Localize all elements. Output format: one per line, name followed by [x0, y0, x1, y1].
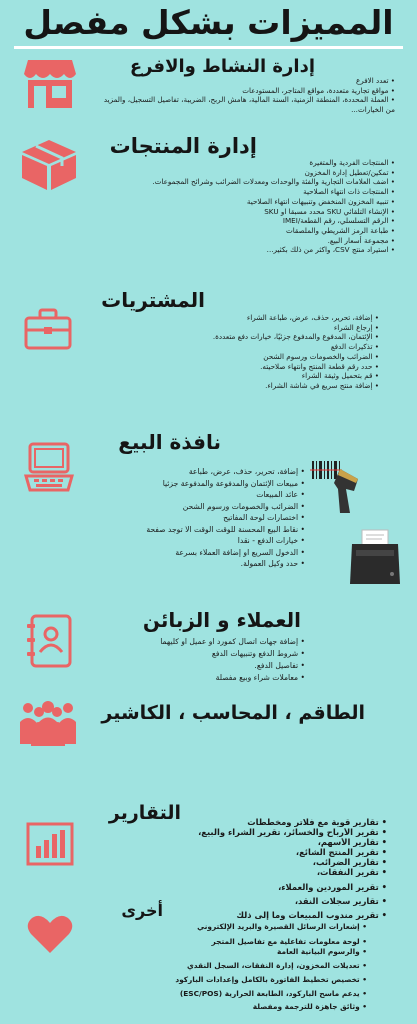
list-item: • المنتجات ذات انتهاء الصلاحية	[95, 187, 395, 197]
list-item: • الرقم التسلسلي، رقم القطعة/IMEI	[95, 216, 395, 226]
title-divider	[14, 46, 403, 49]
list-item: • إضافة منتج سريع في شاشة الشراء.	[89, 381, 379, 391]
section-list-customers	[95, 636, 305, 685]
list-item: • نقاط البيع المحسنة للوقت الوقت الا توجد صفحة	[115, 524, 305, 536]
section-heading-pos: نافذة البيع	[118, 430, 221, 454]
list-item: • تمكين/تعطيل إدارة المخزون	[95, 168, 395, 178]
section-list-purchases	[89, 313, 379, 391]
list-item: • حدد رقم قطعة المنتج وانتهاء صلاحيته.	[89, 362, 379, 372]
list-item: • الضرائب والخصومات ورسوم الشحن	[115, 501, 305, 513]
list-item: • الإنشاء التلقائي SKU محدد مسبقا او SKU	[95, 207, 395, 217]
list-item: • إضافة، تحرير، حذف، عرض، طباعة	[115, 466, 305, 478]
page-title: المميزات بشكل مفصل	[23, 3, 394, 42]
list-item: • وثائق جاهزة للترجمة ومفصلة	[147, 1002, 367, 1012]
list-item: • تقرير الموردين والعملاء،	[137, 883, 387, 893]
list-item: • الضرائب والخصومات ورسوم الشحن	[89, 352, 379, 362]
section-list-business	[95, 76, 395, 115]
list-item: • تقرير مندوب المبيعات وما إلى ذلك	[137, 911, 387, 921]
section-heading-customers: العملاء و الزبائن	[142, 608, 301, 632]
heart-icon	[26, 913, 74, 955]
list-item: • إشعارات الرسائل القصيرة والبريد الإلكتروني	[147, 922, 367, 932]
list-item: • إرجاع الشراء	[89, 323, 379, 333]
list-item: • استيراد منتج CSV، واكثر من ذلك بكثير...	[95, 245, 395, 255]
list-item: • تذكيرات الدفع	[89, 342, 379, 352]
section-heading-purchases: المشتريات	[101, 288, 205, 312]
section-heading-reports: التقارير	[108, 802, 181, 824]
list-item: • تقارير الضرائب،	[137, 858, 387, 868]
section-list-products	[95, 158, 395, 255]
pos-terminal-icon	[24, 442, 74, 492]
list-item: • طباعة الرمز الشريطي والملصقات	[95, 226, 395, 236]
list-item: • تقرير النفقات،	[137, 868, 387, 878]
list-item: • قم بتحميل وثيقة الشراء	[89, 371, 379, 381]
section-heading-staff: الطاقم ، المحاسب ، الكاشير	[101, 702, 365, 724]
list-item: • تفاصيل الدفع.	[95, 660, 305, 672]
section-list-other	[147, 922, 367, 1012]
section-heading-business: إدارة النشاط والافرع	[129, 56, 315, 77]
address-book-icon	[26, 614, 72, 668]
list-item: • يدعم ماسح الباركود، الطابعة الحرارية (ESC/POS)	[147, 989, 367, 999]
list-item: • تقرير المنتج الشائع،	[137, 848, 387, 858]
list-item: • مبيعات الإئتمان والمدفوعة والمدفوعة جزئيا	[115, 478, 305, 490]
section-heading-products: إدارة المنتجات	[109, 134, 257, 158]
list-item: • شروط الدفع وتنبيهات الدفع	[95, 648, 305, 660]
list-item: • إضافة، تحرير، حذف، عرض، طباعة الشراء	[89, 313, 379, 323]
list-item: • عائد المبيعات	[115, 489, 305, 501]
list-item: • العملة المحددة، المنطقة الزمنية، السنة المالية، هامش الربح، الضريبة، تفاصيل التسجيل، والمزيد من الخيارات...	[95, 95, 395, 114]
list-item: • اختصارات لوحة المفاتيح	[115, 512, 305, 524]
list-item: • الإئتمان، المدفوع والمدفوع جزئيًا، خيارات دفع متعددة.	[89, 332, 379, 342]
list-item: • والرسوم البيانية العامة	[147, 947, 367, 957]
list-item: • تعديلات المخزون، إدارة النفقات، السجل النقدي	[147, 961, 367, 971]
list-item: • تقرير الأرباح والخسائر، تقرير الشراء والبيع،	[137, 828, 387, 838]
receipt-printer-icon	[348, 528, 402, 586]
report-chart-icon	[26, 822, 74, 866]
list-item: • اضف العلامات التجارية والفئة والوحدات ومعدلات الضرائب وشرائح المجموعات.	[95, 177, 395, 187]
list-item: • مواقع تجارية متعددة، مواقع المتاجر، المستودعات	[95, 86, 395, 96]
box-icon	[20, 138, 78, 192]
list-item: • لوحة معلومات تفاعلية مع تفاصيل المتجر	[147, 937, 367, 947]
section-list-reports	[137, 818, 387, 921]
section-heading-other: أخرى	[121, 901, 163, 920]
list-item: • تقارير الأسهم،	[137, 838, 387, 848]
list-item: • المنتجات الفردية والمتغيرة	[95, 158, 395, 168]
store-icon	[22, 56, 78, 110]
list-item: • تقارير قوية مع فلاتر ومخططات	[137, 818, 387, 828]
barcode-scanner-icon	[310, 455, 362, 515]
list-item: • تنبيه المخزون المنخفض وتنبيهات انتهاء الصلاحية	[95, 197, 395, 207]
list-item: • تخصيص تخطيط الفاتورة بالكامل وإعدادات الباركود	[147, 975, 367, 985]
list-item: • إضافة جهات اتصال كمورد او عميل او كليهما	[95, 636, 305, 648]
list-item: • تعدد الافرع	[95, 76, 395, 86]
team-icon	[18, 700, 78, 746]
list-item: • الدخول السريع او إضافة العملاء بسرعة	[115, 547, 305, 559]
list-item: • مجموعة أسعار البيع.	[95, 236, 395, 246]
list-item: • خيارات الدفع - نقدا	[115, 535, 305, 547]
list-item: • تقارير سجلات النقد،	[137, 897, 387, 907]
list-item: • حدد وكيل العمولة.	[115, 558, 305, 570]
list-item: • معاملات شراء وبيع مفصلة	[95, 672, 305, 684]
section-list-pos	[115, 466, 305, 570]
briefcase-icon	[24, 308, 72, 350]
